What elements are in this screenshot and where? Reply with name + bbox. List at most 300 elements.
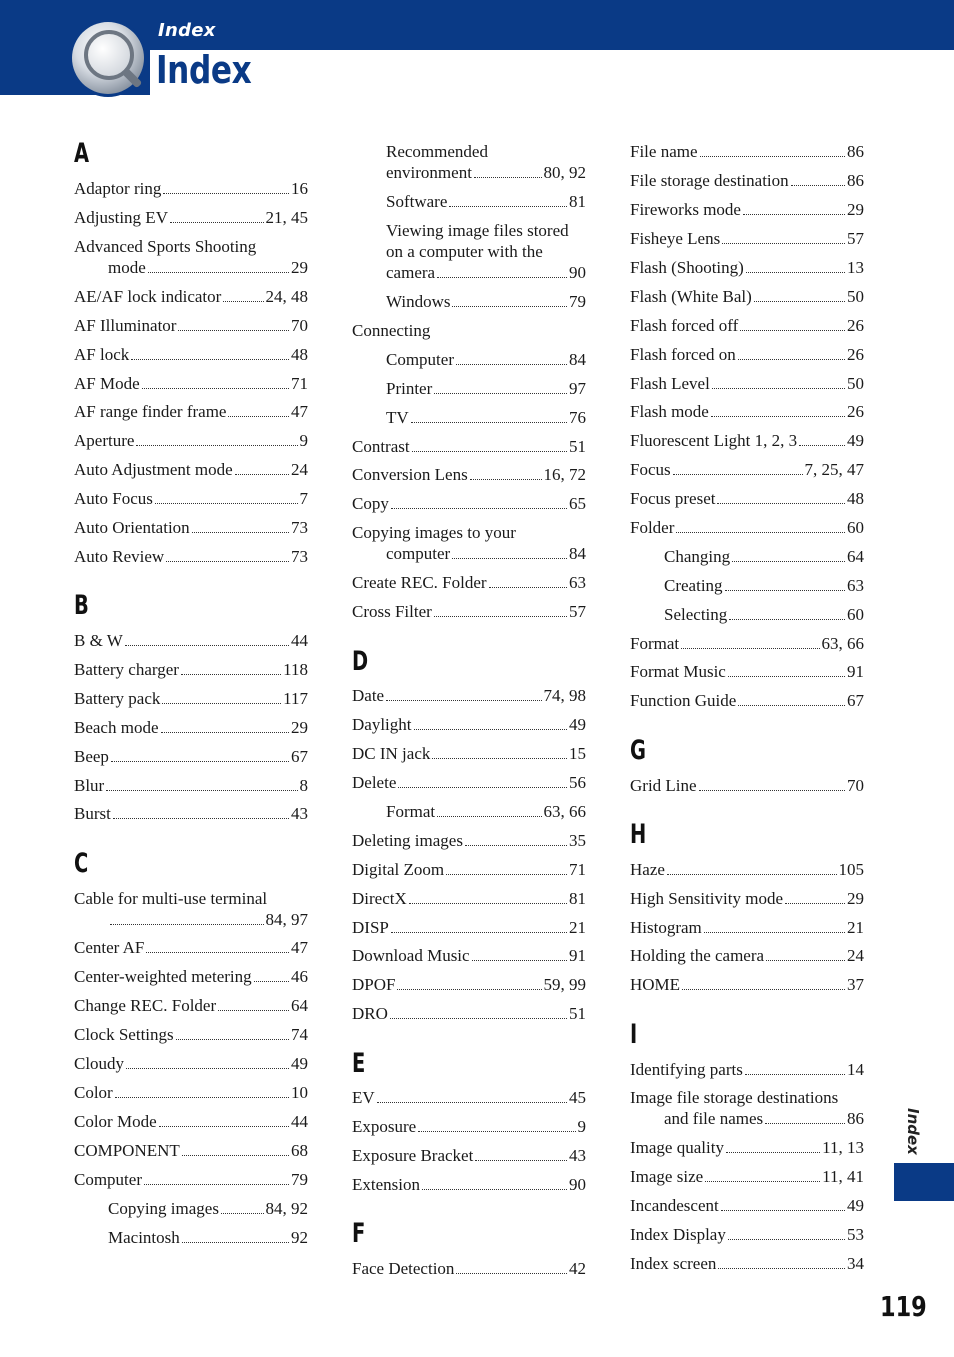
index-term: Flash Level [630, 374, 710, 393]
dot-leader [418, 1131, 575, 1132]
index-term: Recommended [386, 142, 488, 161]
index-term: AF range finder frame [74, 402, 227, 421]
index-page-ref: 45 [569, 1088, 586, 1107]
index-term: Selecting [664, 605, 728, 624]
index-term: Beach mode [74, 718, 159, 737]
dot-leader [126, 1068, 289, 1069]
index-entry [74, 688, 308, 709]
index-page-ref: 7 [299, 489, 308, 508]
index-entry [74, 430, 308, 451]
side-tab-label [902, 1108, 926, 1158]
index-entry [74, 1198, 308, 1219]
page-number: 119 [880, 1290, 927, 1323]
index-page-ref: 21 [847, 918, 864, 937]
dot-leader [409, 903, 567, 904]
index-entry [352, 1258, 586, 1279]
index-page-ref: 24, 48 [265, 287, 308, 306]
index-term: Advanced Sports Shooting [74, 237, 257, 256]
index-entry [630, 488, 864, 509]
dot-leader [470, 479, 542, 480]
dot-leader [176, 1039, 289, 1040]
index-entry [352, 945, 586, 966]
dot-leader [159, 1126, 289, 1127]
index-entry [630, 1059, 864, 1080]
index-entry [74, 630, 308, 651]
index-term: Copying images to your [352, 523, 516, 542]
dot-leader [146, 952, 289, 953]
dot-leader [110, 924, 264, 925]
index-page-ref: 79 [291, 1170, 308, 1189]
index-entry [630, 1166, 864, 1187]
index-term: Changing [664, 547, 731, 566]
index-entry [74, 1024, 308, 1045]
dot-leader [718, 1268, 845, 1269]
dot-leader [728, 1239, 845, 1240]
index-entry [74, 1227, 308, 1248]
index-term: Haze [630, 860, 665, 879]
dot-leader [228, 416, 289, 417]
index-term: Identifying parts [630, 1060, 743, 1079]
index-entry [352, 522, 586, 564]
index-entry [352, 830, 586, 851]
dot-leader [791, 185, 845, 186]
dot-leader [449, 206, 567, 207]
dot-leader [254, 981, 289, 982]
index-entry [352, 1003, 586, 1024]
index-page-ref: 43 [569, 1146, 586, 1165]
index-page-ref: 15 [569, 744, 586, 763]
dot-leader [162, 703, 281, 704]
index-term: computer [386, 544, 451, 563]
index-page-ref: 24 [291, 460, 308, 479]
index-entry [352, 349, 586, 370]
index-page-ref: 9 [299, 431, 308, 450]
dot-leader [106, 790, 297, 791]
index-term: Auto Orientation [74, 518, 190, 537]
index-page-ref: 51 [569, 437, 586, 456]
dot-leader [235, 474, 289, 475]
index-page-ref: 11, 41 [822, 1167, 864, 1186]
index-term: Flash (White Bal) [630, 287, 752, 306]
index-entry [74, 1053, 308, 1074]
index-page-ref: 29 [291, 258, 308, 277]
index-page-ref: 73 [291, 518, 308, 537]
index-term: Index screen [630, 1254, 717, 1273]
dot-leader [182, 1155, 289, 1156]
index-term: environment [386, 163, 472, 182]
index-entry [630, 459, 864, 480]
index-entry [74, 888, 308, 930]
index-page-ref: 49 [847, 1196, 864, 1215]
dot-leader [456, 1273, 567, 1274]
index-term: Exposure [352, 1117, 417, 1136]
index-term: Image quality [630, 1138, 724, 1157]
index-term: Creating [664, 576, 723, 595]
index-term: Aperture [74, 431, 135, 450]
index-page-ref: 24 [847, 946, 864, 965]
index-entry [630, 430, 864, 451]
index-entry [74, 803, 308, 824]
index-page-ref: 91 [847, 662, 864, 681]
dot-leader [422, 1189, 567, 1190]
index-letter-heading: E [352, 1048, 366, 1079]
page-title: Index [156, 48, 252, 92]
index-entry [630, 974, 864, 995]
index-term: Contrast [352, 437, 410, 456]
index-entry [630, 199, 864, 220]
index-page-ref: 57 [569, 602, 586, 621]
index-entry [630, 859, 864, 880]
index-term: DC IN jack [352, 744, 431, 763]
index-entry [630, 917, 864, 938]
index-entry [630, 575, 864, 596]
index-entry [74, 459, 308, 480]
index-entry [630, 1137, 864, 1158]
index-page-ref: 26 [847, 402, 864, 421]
index-term: Copying images [108, 1199, 219, 1218]
index-page-ref: 49 [569, 715, 586, 734]
index-term: Clock Settings [74, 1025, 174, 1044]
dot-leader [667, 874, 837, 875]
dot-leader [728, 676, 845, 677]
index-entry [630, 888, 864, 909]
index-page-ref: 59, 99 [543, 975, 586, 994]
index-entry [630, 775, 864, 796]
dot-leader [738, 359, 845, 360]
dot-leader [113, 818, 289, 819]
index-entry [352, 1174, 586, 1195]
dot-leader [711, 416, 845, 417]
index-term: Function Guide [630, 691, 737, 710]
index-term: Flash forced off [630, 316, 739, 335]
index-entry [352, 917, 586, 938]
index-term: AF Mode [74, 374, 140, 393]
index-entry [74, 966, 308, 987]
index-page-ref: 21, 45 [265, 208, 308, 227]
index-page-ref: 37 [847, 975, 864, 994]
dot-leader [452, 306, 567, 307]
index-page-ref: 84 [569, 544, 586, 563]
index-page-ref: 64 [291, 996, 308, 1015]
dot-leader [785, 903, 845, 904]
dot-leader [414, 729, 568, 730]
index-entry [630, 604, 864, 625]
dot-leader [397, 989, 541, 990]
index-entry [352, 743, 586, 764]
section-label: Index [158, 20, 216, 41]
dot-leader [161, 732, 290, 733]
index-page-ref: 70 [291, 316, 308, 335]
index-entry [74, 746, 308, 767]
index-page-ref: 56 [569, 773, 586, 792]
index-term: COMPONENT [74, 1141, 180, 1160]
index-term: Download Music [352, 946, 470, 965]
dot-leader [166, 561, 289, 562]
index-term: Viewing image files stored [386, 221, 569, 240]
index-term: Cable for multi-use terminal [74, 889, 268, 908]
index-term: Holding the camera [630, 946, 765, 965]
index-term: Format [630, 634, 680, 653]
index-term: DPOF [352, 975, 396, 994]
index-term: Flash forced on [630, 345, 736, 364]
index-entry [352, 772, 586, 793]
dot-leader [465, 845, 567, 846]
dot-leader [681, 648, 819, 649]
index-page-ref: 11, 13 [822, 1138, 864, 1157]
index-term: mode [108, 258, 146, 277]
index-page-ref: 48 [847, 489, 864, 508]
index-page-ref: 76 [569, 408, 586, 427]
index-letter-heading: C [74, 848, 89, 879]
index-page-ref: 68 [291, 1141, 308, 1160]
index-term: Date [352, 686, 385, 705]
index-page-ref: 53 [847, 1225, 864, 1244]
index-term: Flash (Shooting) [630, 258, 744, 277]
index-page-ref: 47 [291, 402, 308, 421]
index-entry [630, 228, 864, 249]
dot-leader [754, 301, 845, 302]
index-entry [352, 1087, 586, 1108]
index-entry [352, 320, 586, 341]
index-term: Windows [386, 292, 451, 311]
index-page-ref: 9 [577, 1117, 586, 1136]
index-page-ref: 81 [569, 889, 586, 908]
index-term: Change REC. Folder [74, 996, 217, 1015]
index-term: Color Mode [74, 1112, 157, 1131]
index-page-ref: 43 [291, 804, 308, 823]
index-page-ref: 73 [291, 547, 308, 566]
index-entry [74, 207, 308, 228]
index-page-ref: 46 [291, 967, 308, 986]
index-entry [630, 690, 864, 711]
index-entry [352, 220, 586, 283]
dot-leader [148, 272, 289, 273]
index-term: EV [352, 1088, 375, 1107]
dot-leader [125, 645, 289, 646]
index-entry [74, 546, 308, 567]
index-page-ref: 63, 66 [821, 634, 864, 653]
index-page-ref: 63 [569, 573, 586, 592]
index-page-ref: 60 [847, 605, 864, 624]
index-page-ref: 92 [291, 1228, 308, 1247]
index-entry [74, 1082, 308, 1103]
index-letter-heading: D [352, 646, 369, 677]
index-entry [352, 291, 586, 312]
index-entry [352, 191, 586, 212]
index-entry [74, 1169, 308, 1190]
index-page-ref: 34 [847, 1254, 864, 1273]
index-term: Blur [74, 776, 105, 795]
index-page-ref: 49 [847, 431, 864, 450]
index-term: Battery pack [74, 689, 161, 708]
index-entry [352, 714, 586, 735]
index-page-ref: 13 [847, 258, 864, 277]
index-entry [74, 1140, 308, 1161]
index-page-ref: 16 [291, 179, 308, 198]
index-page-ref: 63 [847, 576, 864, 595]
index-page-ref: 49 [291, 1054, 308, 1073]
index-entry [352, 801, 586, 822]
dot-leader [704, 932, 845, 933]
index-entry [630, 661, 864, 682]
dot-leader [136, 445, 297, 446]
dot-leader [218, 1010, 289, 1011]
dot-leader [740, 330, 845, 331]
index-term: Copy [352, 494, 389, 513]
index-term: Computer [74, 1170, 142, 1189]
dot-leader [452, 558, 567, 559]
index-term: Delete [352, 773, 397, 792]
dot-leader [398, 787, 567, 788]
index-page-ref: 50 [847, 374, 864, 393]
index-term: TV [386, 408, 409, 427]
dot-leader [721, 1210, 845, 1211]
index-term: File name [630, 142, 698, 161]
index-term: Auto Review [74, 547, 165, 566]
index-term: Center-weighted metering [74, 967, 252, 986]
index-entry [352, 493, 586, 514]
index-entry [630, 170, 864, 191]
index-entry [74, 344, 308, 365]
index-page-ref: 63, 66 [543, 802, 586, 821]
dot-leader [705, 1181, 820, 1182]
index-page-ref: 91 [569, 946, 586, 965]
index-page-ref: 84 [569, 350, 586, 369]
dot-leader [115, 1097, 289, 1098]
dot-leader [732, 561, 845, 562]
index-page-ref: 64 [847, 547, 864, 566]
index-term: Folder [630, 518, 675, 537]
index-term: Cross Filter [352, 602, 432, 621]
index-entry [74, 775, 308, 796]
index-term: DISP [352, 918, 389, 937]
dot-leader [738, 705, 845, 706]
index-entry [352, 572, 586, 593]
dot-leader [766, 960, 845, 961]
index-entry [630, 401, 864, 422]
index-term: Focus [630, 460, 671, 479]
side-tab-marker [894, 1163, 954, 1201]
dot-leader [170, 222, 264, 223]
index-entry [74, 937, 308, 958]
dot-leader [676, 532, 845, 533]
dot-leader [712, 388, 845, 389]
dot-leader [746, 272, 845, 273]
index-page-ref: 118 [283, 660, 308, 679]
index-page-ref: 71 [291, 374, 308, 393]
index-term: Image file storage destinations [630, 1088, 839, 1107]
index-term: Color [74, 1083, 113, 1102]
index-term: Deleting images [352, 831, 463, 850]
index-term: Focus preset [630, 489, 716, 508]
index-page-ref: 29 [847, 889, 864, 908]
index-page-ref: 81 [569, 192, 586, 211]
index-term: and file names [664, 1109, 764, 1128]
dot-leader [437, 277, 567, 278]
dot-leader [699, 790, 845, 791]
index-page-ref: 57 [847, 229, 864, 248]
index-term: Flash mode [630, 402, 709, 421]
index-page-ref: 105 [838, 860, 864, 879]
dot-leader [412, 451, 567, 452]
dot-leader [391, 932, 567, 933]
dot-leader [456, 364, 567, 365]
index-page-ref: 26 [847, 316, 864, 335]
index-term: Exposure Bracket [352, 1146, 474, 1165]
index-entry [74, 236, 308, 278]
index-entry [352, 859, 586, 880]
dot-leader [437, 816, 541, 817]
index-page-ref: 70 [847, 776, 864, 795]
index-page-ref: 7, 25, 47 [804, 460, 864, 479]
index-page-ref: 42 [569, 1259, 586, 1278]
index-entry [352, 1116, 586, 1137]
index-entry [74, 488, 308, 509]
dot-leader [163, 193, 289, 194]
dot-leader [743, 214, 845, 215]
index-entry [630, 1195, 864, 1216]
dot-leader [386, 700, 541, 701]
index-page-ref: 80, 92 [543, 163, 586, 182]
dot-leader [726, 1152, 820, 1153]
index-entry [352, 407, 586, 428]
index-page-ref: 74 [291, 1025, 308, 1044]
index-term: Software [386, 192, 448, 211]
index-entry [630, 286, 864, 307]
index-page-ref: 51 [569, 1004, 586, 1023]
index-page-ref: 50 [847, 287, 864, 306]
index-entry [352, 601, 586, 622]
index-term: camera [386, 263, 436, 282]
index-letter-heading: B [74, 590, 89, 621]
index-term: on a computer with the [386, 242, 543, 261]
dot-leader [472, 960, 567, 961]
dot-leader [221, 1213, 264, 1214]
dot-leader [765, 1123, 845, 1124]
index-page-ref: 14 [847, 1060, 864, 1079]
index-term: Beep [74, 747, 109, 766]
index-term: DRO [352, 1004, 388, 1023]
dot-leader [223, 301, 263, 302]
dot-leader [155, 503, 298, 504]
index-entry [352, 974, 586, 995]
index-letter-heading: F [352, 1218, 366, 1249]
index-page-ref: 47 [291, 938, 308, 957]
index-letter-heading: H [630, 819, 647, 850]
index-page-ref: 86 [847, 142, 864, 161]
index-term: AF lock [74, 345, 130, 364]
index-term: Image size [630, 1167, 704, 1186]
index-term: Computer [386, 350, 454, 369]
dot-leader [745, 1074, 845, 1075]
header-banner [0, 0, 954, 50]
index-entry [352, 888, 586, 909]
index-term: Conversion Lens [352, 465, 468, 484]
index-term: Cloudy [74, 1054, 125, 1073]
index-page-ref: 8 [299, 776, 308, 795]
index-term: Fisheye Lens [630, 229, 721, 248]
index-term: Connecting [352, 321, 431, 340]
index-term: Digital Zoom [352, 860, 445, 879]
index-entry [352, 436, 586, 457]
index-page-ref: 79 [569, 292, 586, 311]
index-entry [630, 633, 864, 654]
index-term: Macintosh [108, 1228, 180, 1247]
index-entry [352, 378, 586, 399]
index-page-ref: 29 [291, 718, 308, 737]
dot-leader [489, 587, 567, 588]
index-page-ref: 67 [291, 747, 308, 766]
